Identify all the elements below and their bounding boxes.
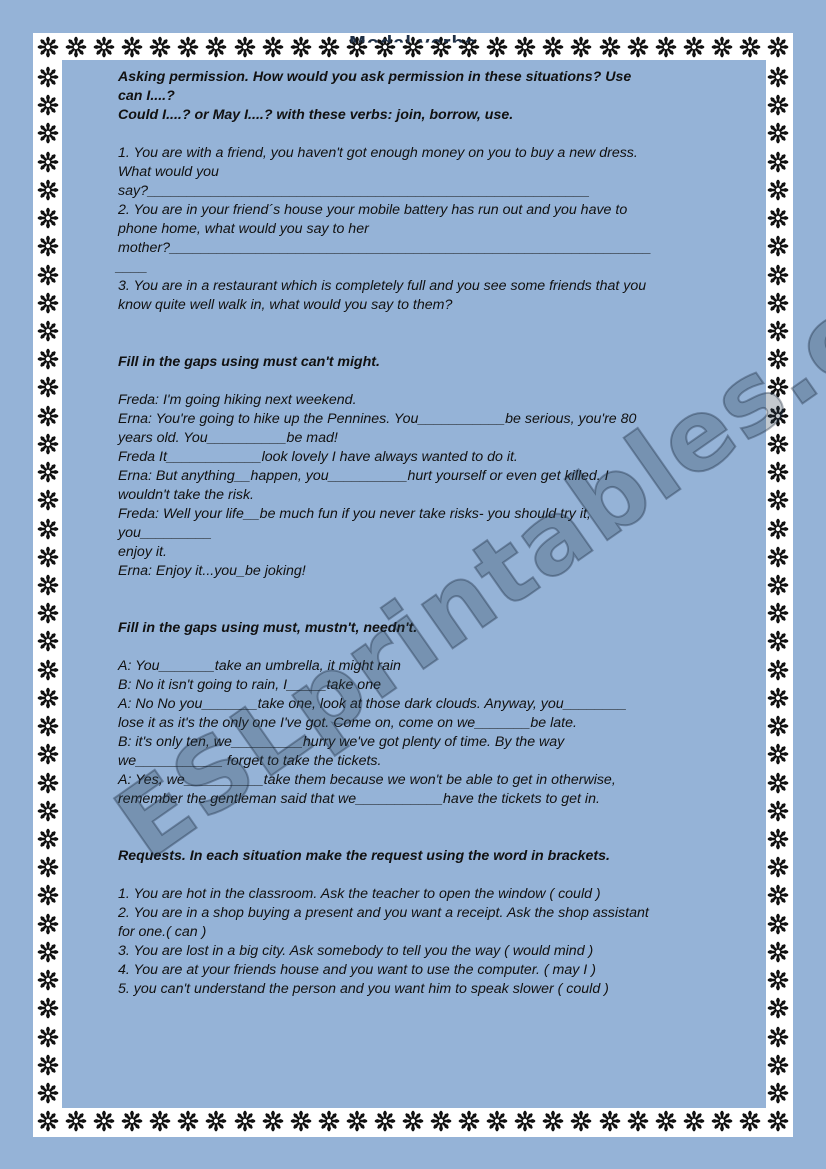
dialogue-line: you_________ xyxy=(118,525,212,541)
asterisk-flower-icon xyxy=(37,1026,59,1048)
worksheet-content xyxy=(118,68,758,999)
asterisk-flower-icon xyxy=(37,828,59,850)
asterisk-flower-icon xyxy=(767,828,789,850)
asterisk-flower-icon xyxy=(374,1110,396,1132)
asterisk-flower-icon xyxy=(37,913,59,935)
asterisk-flower-icon xyxy=(767,264,789,286)
asterisk-flower-icon xyxy=(767,687,789,709)
asterisk-flower-icon xyxy=(121,1110,143,1132)
asterisk-flower-icon xyxy=(767,179,789,201)
asterisk-flower-icon xyxy=(37,772,59,794)
dialogue-line: enjoy it. xyxy=(118,544,167,560)
asterisk-flower-icon xyxy=(767,969,789,991)
asterisk-flower-icon xyxy=(37,800,59,822)
asterisk-flower-icon xyxy=(767,941,789,963)
asterisk-flower-icon xyxy=(37,151,59,173)
asterisk-flower-icon xyxy=(318,1110,340,1132)
section1-line: What would you xyxy=(118,164,219,180)
dialogue-line: years old. You__________be mad! xyxy=(118,430,338,446)
dialogue-line: B: No it isn't going to rain, I_____take one xyxy=(118,677,381,693)
asterisk-flower-icon xyxy=(37,405,59,427)
asterisk-flower-icon xyxy=(37,292,59,314)
asterisk-flower-icon xyxy=(655,1110,677,1132)
dialogue-line: A: You_______take an umbrella, it might rain xyxy=(118,658,401,674)
asterisk-flower-icon xyxy=(627,1110,649,1132)
section1-line: 2. You are in your friend´s house your mobile battery has run out and you have to xyxy=(118,202,628,218)
asterisk-flower-icon xyxy=(37,207,59,229)
asterisk-flower-icon xyxy=(37,1082,59,1104)
asterisk-flower-icon xyxy=(767,715,789,737)
dialogue-line: A: No No you_______take one, look at those dark clouds. Anyway, you________ xyxy=(118,696,627,712)
asterisk-flower-icon xyxy=(767,913,789,935)
asterisk-flower-icon xyxy=(486,1110,508,1132)
request-line: for one.( can ) xyxy=(118,924,207,940)
asterisk-flower-icon xyxy=(37,461,59,483)
asterisk-flower-icon xyxy=(767,1054,789,1076)
dialogue-line: wouldn't take the risk. xyxy=(118,487,254,503)
asterisk-flower-icon xyxy=(37,489,59,511)
asterisk-flower-icon xyxy=(767,743,789,765)
section1-line: say?________________________________________________________ xyxy=(118,183,590,199)
asterisk-flower-icon xyxy=(767,122,789,144)
asterisk-flower-icon xyxy=(767,800,789,822)
asterisk-flower-icon xyxy=(37,884,59,906)
asterisk-flower-icon xyxy=(177,1110,199,1132)
asterisk-flower-icon xyxy=(346,1110,368,1132)
asterisk-flower-icon xyxy=(37,969,59,991)
asterisk-flower-icon xyxy=(767,546,789,568)
asterisk-flower-icon xyxy=(37,1054,59,1076)
asterisk-flower-icon xyxy=(37,743,59,765)
asterisk-flower-icon xyxy=(739,1110,761,1132)
asterisk-flower-icon xyxy=(37,659,59,681)
section1-line: phone home, what would you say to her xyxy=(118,221,369,237)
asterisk-flower-icon xyxy=(37,715,59,737)
asterisk-flower-icon xyxy=(37,687,59,709)
dialogue-line: Erna: You're going to hike up the Pennines. You___________be serious, you're 80 xyxy=(118,411,637,427)
asterisk-flower-icon xyxy=(458,1110,480,1132)
section1-line: mother?_____________________________________________________________ xyxy=(118,240,652,256)
asterisk-flower-icon xyxy=(767,884,789,906)
dialogue-line: Freda It____________look lovely I have always wanted to do it. xyxy=(118,449,518,465)
request-line: 2. You are in a shop buying a present and you want a receipt. Ask the shop assistant xyxy=(118,905,649,921)
request-line: 3. You are lost in a big city. Ask somebody to tell you the way ( would mind ) xyxy=(118,943,594,959)
dialogue-line: lose it as it's the only one I've got. Come on, come on we_______be late. xyxy=(118,715,577,731)
section1-heading-line3: Could I....? or May I....? with these verbs: join, borrow, use. xyxy=(118,107,514,123)
asterisk-flower-icon xyxy=(542,1110,564,1132)
asterisk-flower-icon xyxy=(37,574,59,596)
asterisk-flower-icon xyxy=(683,1110,705,1132)
asterisk-flower-icon xyxy=(37,856,59,878)
section2-heading: Fill in the gaps using must can't might. xyxy=(118,354,380,370)
asterisk-flower-icon xyxy=(37,376,59,398)
request-line: 1. You are hot in the classroom. Ask the teacher to open the window ( could ) xyxy=(118,886,601,902)
asterisk-flower-icon xyxy=(767,997,789,1019)
section1-line: ____ xyxy=(116,259,148,275)
asterisk-flower-icon xyxy=(767,461,789,483)
asterisk-flower-icon xyxy=(514,1110,536,1132)
asterisk-flower-icon xyxy=(767,1026,789,1048)
asterisk-flower-icon xyxy=(37,348,59,370)
asterisk-flower-icon xyxy=(599,1110,621,1132)
asterisk-flower-icon xyxy=(37,235,59,257)
asterisk-flower-icon xyxy=(767,207,789,229)
asterisk-flower-icon xyxy=(767,1082,789,1104)
asterisk-flower-icon xyxy=(767,489,789,511)
dialogue-line: Freda: Well your life__be much fun if you never take risks- you should try it, xyxy=(118,506,591,522)
asterisk-flower-icon xyxy=(767,630,789,652)
section1-heading-line1: Asking permission. How would you ask permission in these situations? Use xyxy=(118,69,632,85)
asterisk-flower-icon xyxy=(37,94,59,116)
asterisk-flower-icon xyxy=(37,997,59,1019)
request-line: 4. You are at your friends house and you want to use the computer. ( may I ) xyxy=(118,962,596,978)
asterisk-flower-icon xyxy=(205,1110,227,1132)
dialogue-line: Freda: I'm going hiking next weekend. xyxy=(118,392,357,408)
asterisk-flower-icon xyxy=(93,1110,115,1132)
section3-heading: Fill in the gaps using must, mustn't, needn't. xyxy=(118,620,418,636)
asterisk-flower-icon xyxy=(402,1110,424,1132)
asterisk-flower-icon xyxy=(37,630,59,652)
request-line: 5. you can't understand the person and you want him to speak slower ( could ) xyxy=(118,981,609,997)
asterisk-flower-icon xyxy=(430,1110,452,1132)
asterisk-flower-icon xyxy=(767,518,789,540)
asterisk-flower-icon xyxy=(37,264,59,286)
dialogue-line: remember the gentleman said that we___________have the tickets to get in. xyxy=(118,791,600,807)
dialogue-line: A: Yes, we__________take them because we won't be able to get in otherwise, xyxy=(118,772,616,788)
dialogue-line: B: it's only ten, we_________hurry we've got plenty of time. By the way xyxy=(118,734,565,750)
asterisk-flower-icon xyxy=(767,772,789,794)
dialogue-line: Erna: Enjoy it...you_be joking! xyxy=(118,563,306,579)
section1-line: know quite well walk in, what would you say to them? xyxy=(118,297,453,313)
asterisk-flower-icon xyxy=(767,659,789,681)
asterisk-flower-icon xyxy=(767,94,789,116)
asterisk-flower-icon xyxy=(37,179,59,201)
asterisk-flower-icon xyxy=(37,1110,59,1132)
asterisk-flower-icon xyxy=(711,1110,733,1132)
asterisk-flower-icon xyxy=(767,151,789,173)
asterisk-flower-icon xyxy=(767,1110,789,1132)
asterisk-flower-icon xyxy=(37,433,59,455)
asterisk-flower-icon xyxy=(37,320,59,342)
asterisk-flower-icon xyxy=(149,1110,171,1132)
asterisk-flower-icon xyxy=(262,1110,284,1132)
asterisk-flower-icon xyxy=(65,1110,87,1132)
asterisk-flower-icon xyxy=(290,1110,312,1132)
dialogue-line: Erna: But anything__happen, you__________hurt yourself or even get killed. I xyxy=(118,468,609,484)
asterisk-flower-icon xyxy=(767,66,789,88)
section1-line: 1. You are with a friend, you haven't got enough money on you to buy a new dress. xyxy=(118,145,638,161)
section1-heading-line2: can I....? xyxy=(118,88,175,104)
asterisk-flower-icon xyxy=(37,602,59,624)
asterisk-flower-icon xyxy=(767,235,789,257)
dialogue-line: we___________ forget to take the tickets. xyxy=(118,753,382,769)
asterisk-flower-icon xyxy=(37,122,59,144)
asterisk-flower-icon xyxy=(37,66,59,88)
asterisk-flower-icon xyxy=(767,856,789,878)
asterisk-flower-icon xyxy=(37,546,59,568)
section1-line: 3. You are in a restaurant which is completely full and you see some friends that you xyxy=(118,278,647,294)
asterisk-flower-icon xyxy=(767,602,789,624)
asterisk-flower-icon xyxy=(37,941,59,963)
asterisk-flower-icon xyxy=(767,574,789,596)
asterisk-flower-icon xyxy=(234,1110,256,1132)
asterisk-flower-icon xyxy=(37,518,59,540)
asterisk-flower-icon xyxy=(570,1110,592,1132)
section4-heading: Requests. In each situation make the request using the word in brackets. xyxy=(118,848,610,864)
